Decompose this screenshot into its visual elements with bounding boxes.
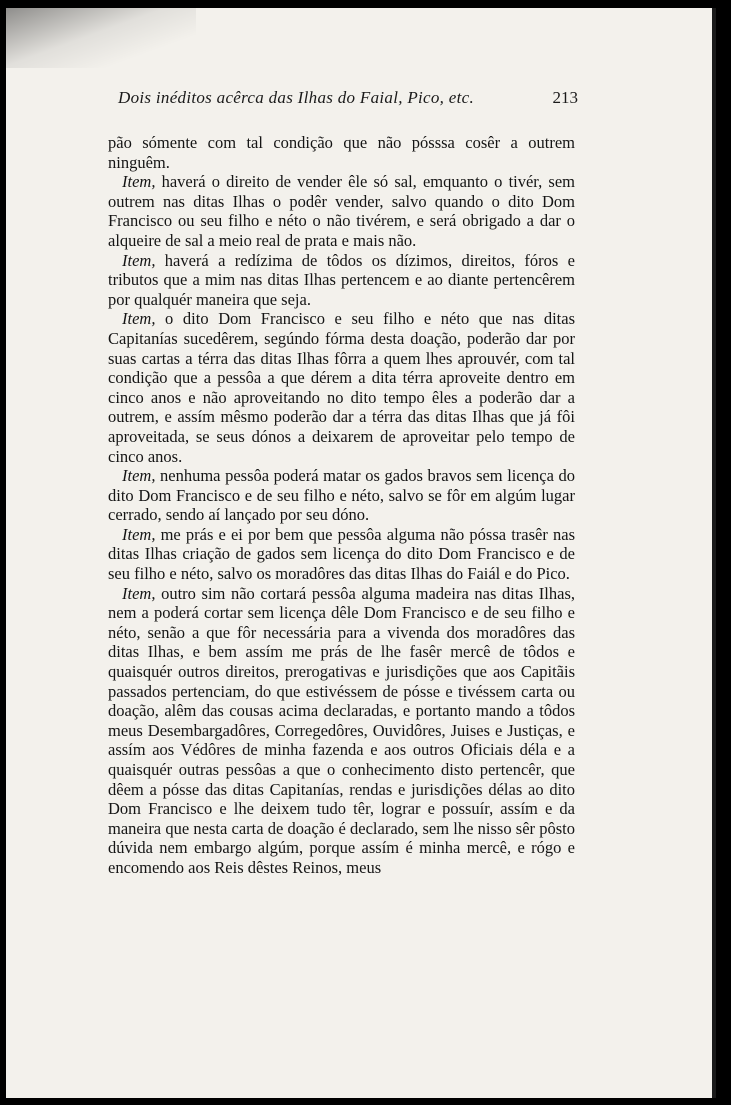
paragraph: [108, 172, 575, 250]
paragraph: [108, 584, 575, 878]
paragraph-text: me prás e ei por bem que pessôa alguma não póssa trasêr nas ditas Ilhas criação de gados sem licença do dito Dom Francisco e de seu filho e néto, salvo os moradôres das ditas Ilhas do Faiál e do Pico.: [108, 524, 575, 584]
item-lead: Item,: [122, 309, 156, 329]
paragraph: [108, 309, 575, 466]
scan-border: [712, 8, 716, 1098]
paragraph: [108, 466, 575, 525]
scan-shadow: [6, 8, 196, 68]
body-text: [108, 133, 575, 878]
paragraph-text: pão sómente com tal condição que não pósssa cosêr a outrem ninguêm.: [108, 133, 575, 172]
header-title: Dois inéditos acêrca das Ilhas do Faial, Pico, etc.: [118, 88, 475, 107]
paragraph-text: haverá o direito de vender êle só sal, emquanto o tivér, sem outrem nas ditas Ilhas o podêr vender, salvo quando o dito Dom Francisco ou seu filho e néto o não tivérem, e será obrigado a dar o alqueire de sal a meio real de prata e mais não.: [108, 172, 575, 250]
paragraph-text: haverá a redízima de tôdos os dízimos, direitos, fóros e tributos que a mim nas ditas Ilhas pertencem e ao diante pertencêrem por qualquér maneira que seja.: [108, 250, 575, 309]
paragraph-text: nenhuma pessôa poderá matar os gados bravos sem licença do dito Dom Francisco e de seu filho e néto, salvo se fôr em algúm lugar cerrado, sendo aí lançado por seu dóno.: [108, 466, 575, 525]
page-number: 213: [552, 88, 578, 107]
item-lead: Item,: [122, 583, 156, 603]
paragraph-text: outro sim não cortará pessôa alguma madeira nas ditas Ilhas, nem a poderá cortar sem licença dêle Dom Francisco e de seu filho e néto, senão a que fôr necessária para a vivenda dos moradôres das ditas Ilhas, e bem assím me prás de lhe fasêr mercê de tôdos e quaisquér outros direitos, prerogativas e jurisdições que aos Capitãis passados pertenciam, do que estivéssem de pósse e tivéssem carta ou doação, alêm das cousas acima declaradas, e portanto mando a tôdos meus Desembargadôres, Corregedôres, Ouvidôres, Juises e Justiças, e assím aos Védôres de minha fazenda e aos outros Oficiais déla e a quaisquér outras pessôas a que o conhecimento disto pertencêr, que dêem a pósse das ditas Capitanías, rendas e jurisdições délas ao dito Dom Francisco e lhe deixem tudo têr, lograr e possuír, assím e da maneira que nesta carta de doação é declarado, sem lhe nisso sêr pôsto dúvida nem embargo algúm, porque assím é minha mercê, e rógo e encomendo aos Reis dêstes Reinos, meus: [108, 583, 575, 877]
paragraph: [108, 525, 575, 584]
running-header: [118, 88, 578, 108]
item-lead: Item,: [122, 524, 156, 544]
document-page: [6, 8, 716, 1098]
item-lead: Item,: [122, 172, 156, 192]
item-lead: Item,: [122, 466, 156, 486]
paragraph-text: o dito Dom Francisco e seu filho e néto que nas ditas Capitanías sucedêrem, segúndo fórma desta doação, poderão dar por suas cartas a térra das ditas Ilhas fôrra a quem lhes aprouvér, com tal condição que a pessôa a que dérem a dita térra aproveite dentro em cinco anos e não aproveitando no dito tempo êles a poderão dar a outrem, e assím mêsmo poderão dar a térra das ditas Ilhas que já fôi aproveitada, se seus dónos a deixarem de aproveitar pelo tempo de cinco anos.: [108, 309, 575, 466]
paragraph: [108, 133, 575, 172]
paragraph: [108, 251, 575, 310]
item-lead: Item,: [122, 250, 156, 270]
